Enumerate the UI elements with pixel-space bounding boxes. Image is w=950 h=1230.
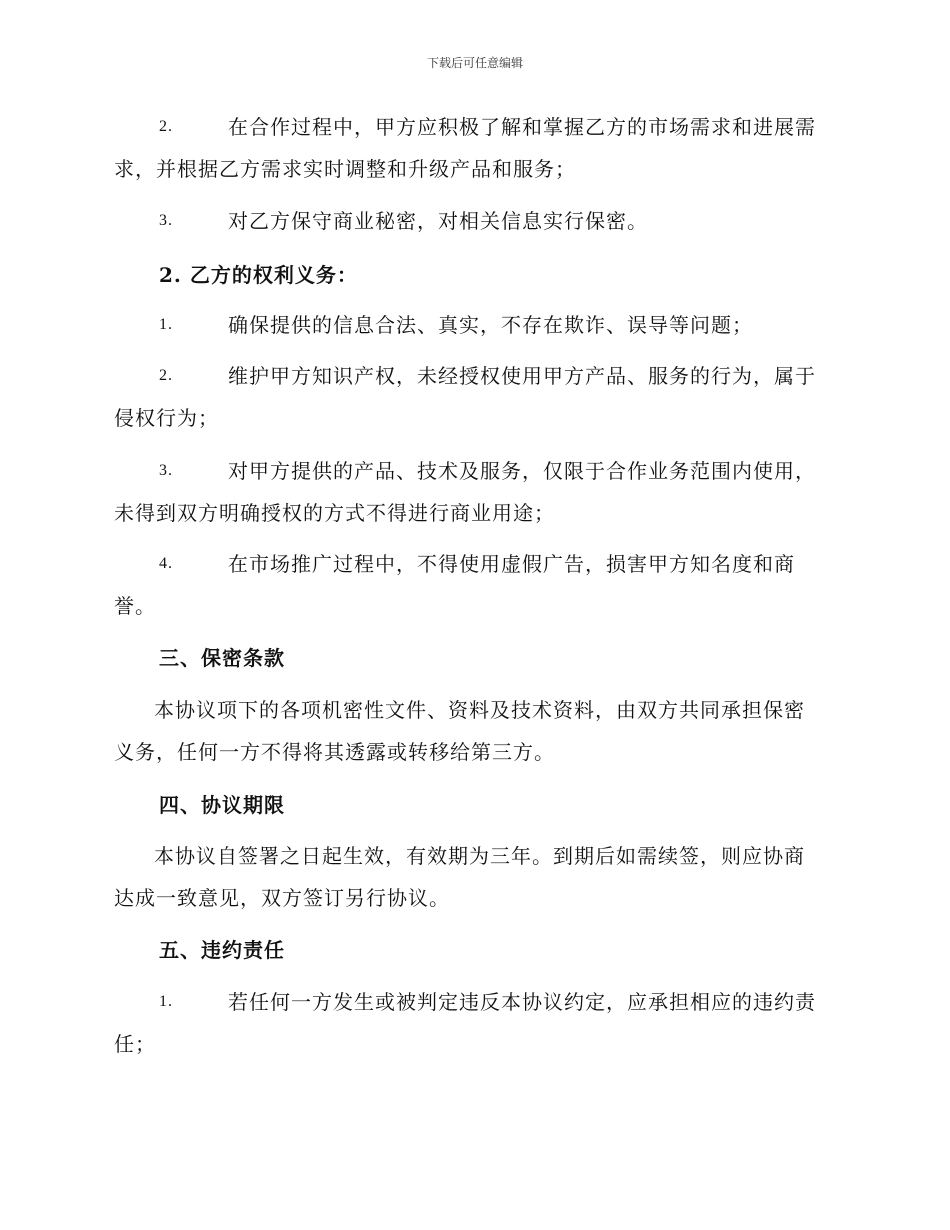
paragraph-line: 达成一致意见，双方签订另行协议。 — [114, 886, 450, 910]
section-heading: 五、违约责任 — [159, 938, 285, 962]
clause-text-line: 侵权行为； — [114, 406, 219, 430]
clause-text-line: 若任何一方发生或被判定违反本协议约定，应承担相应的违约责 — [228, 990, 816, 1014]
clause-item — [114, 200, 834, 242]
clause-text-line: 任； — [114, 1032, 156, 1056]
clause-item — [114, 106, 834, 190]
paragraph — [114, 835, 834, 919]
clause-text-line: 求，并根据乙方需求实时调整和升级产品和服务； — [114, 157, 576, 181]
clause-item — [114, 355, 834, 439]
clause-text-line: 对甲方提供的产品、技术及服务，仅限于合作业务范围内使用， — [228, 459, 816, 483]
clause-number: 1. — [159, 316, 173, 333]
clause-text-line: 对乙方保守商业秘密，对相关信息实行保密。 — [228, 209, 648, 233]
clause-number: 2. — [159, 367, 173, 384]
paragraph-line: 义务，任何一方不得将其透露或转移给第三方。 — [114, 740, 555, 764]
clause-item — [114, 304, 834, 346]
section-heading: 三、保密条款 — [159, 646, 285, 670]
clause-item — [114, 981, 834, 1065]
paragraph-line: 本协议项下的各项机密性文件、资料及技术资料，由双方共同承担保密 — [154, 698, 805, 722]
clause-text-line: 维护甲方知识产权，未经授权使用甲方产品、服务的行为，属于 — [228, 364, 816, 388]
section-heading: 四、协议期限 — [159, 793, 285, 817]
paragraph-line: 本协议自签署之日起生效，有效期为三年。到期后如需续签，则应协商 — [154, 844, 805, 868]
clause-text-line: 在合作过程中，甲方应积极了解和掌握乙方的市场需求和进展需 — [228, 115, 816, 139]
clause-number: 3. — [159, 212, 173, 229]
section-heading: 2. 乙方的权利义务： — [159, 263, 358, 287]
clause-text-line: 确保提供的信息合法、真实，不存在欺诈、误导等问题； — [228, 313, 753, 337]
clause-item — [114, 450, 834, 534]
clause-text-line: 在市场推广过程中，不得使用虚假广告，损害甲方知名度和商 — [228, 552, 795, 576]
clause-text-line: 誉。 — [114, 594, 156, 618]
paragraph — [114, 689, 834, 773]
page-header: 下载后可任意编辑 — [426, 56, 523, 70]
clause-number: 2. — [159, 118, 173, 135]
clause-number: 1. — [159, 993, 173, 1010]
clause-number: 4. — [159, 555, 173, 572]
clause-text-line: 未得到双方明确授权的方式不得进行商业用途； — [114, 501, 555, 525]
clause-number: 3. — [159, 462, 173, 479]
clause-item — [114, 543, 834, 627]
